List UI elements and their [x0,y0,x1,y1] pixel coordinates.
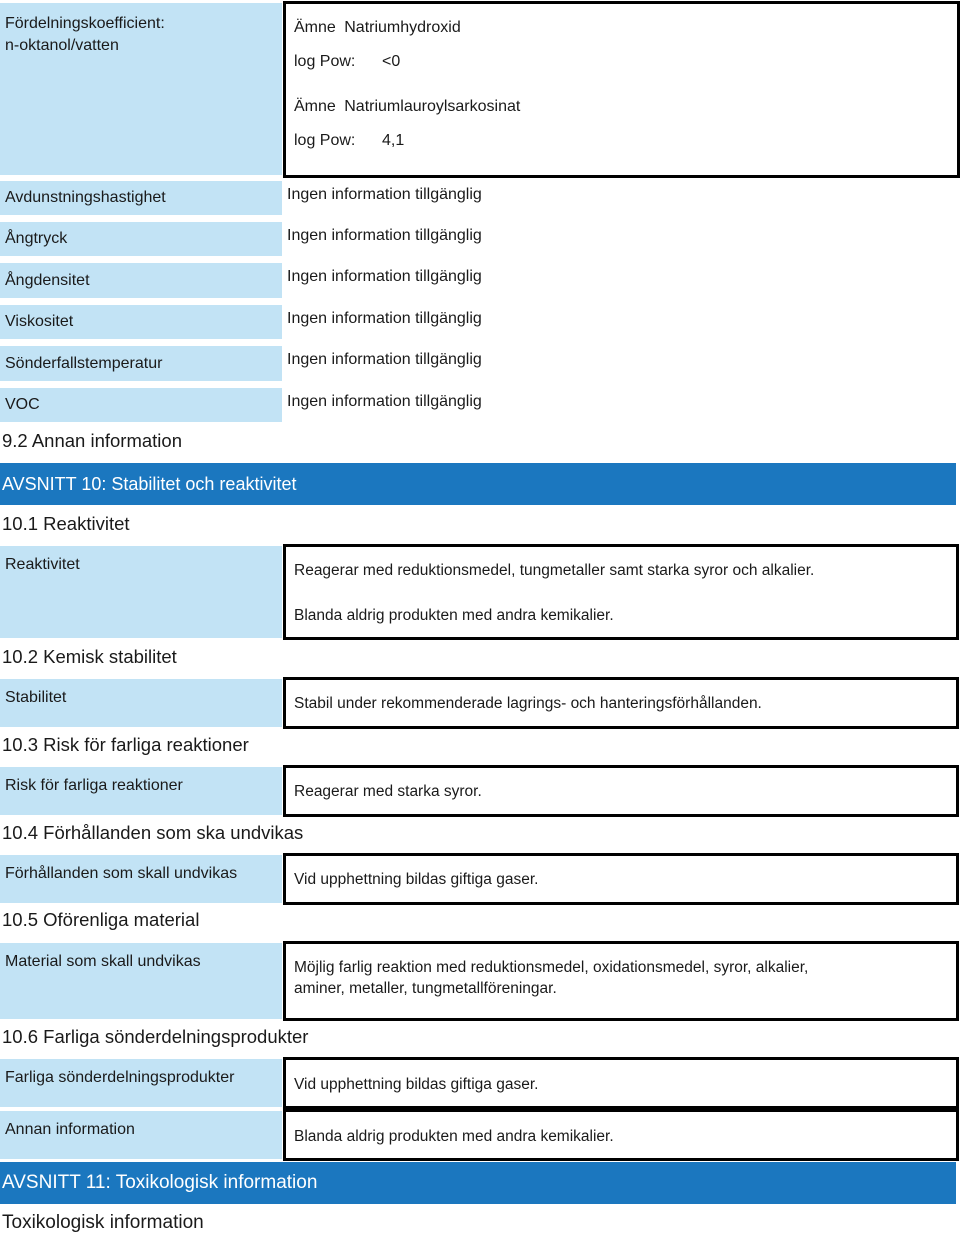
annan-information-value: Blanda aldrig produkten med andra kemikalier. [294,1128,614,1145]
property-label-avdunstning: Avdunstningshastighet [0,181,282,215]
substance-2-name: Natriumlauroylsarkosinat [344,98,521,115]
substance-2-logpow: 4,1 [382,132,405,149]
reaktivitet-box [283,544,959,640]
property-value-angdensitet: Ingen information tillgänglig [287,268,482,285]
property-value-angtryck: Ingen information tillgänglig [287,227,482,244]
substance-1-amne-label: Ämne [294,19,336,36]
property-value-voc: Ingen information tillgänglig [287,393,482,410]
material-label: Material som skall undvikas [0,943,282,1019]
property-label-viskositet: Viskositet [0,305,282,339]
section-10-banner: AVSNITT 10: Stabilitet och reaktivitet [0,463,956,505]
partition-label [0,3,282,175]
partition-label-line2: n-oktanol/vatten [5,37,119,54]
substance-2-row [294,98,520,116]
reaktivitet-line1: Reagerar med reduktionsmedel, tungmetaller samt starka syror och alkalier. [294,562,815,579]
partition-label-line1: Fördelningskoefficient: [5,15,165,32]
reaktivitet-line2: Blanda aldrig produkten med andra kemikalier. [294,607,614,624]
reaktivitet-label: Reaktivitet [0,546,282,638]
section-10-1-heading: 10.1 Reaktivitet [2,513,130,534]
property-label-angtryck: Ångtryck [0,222,282,256]
property-label-voc: VOC [0,388,282,422]
annan-information-label: Annan information [0,1111,282,1159]
property-value-avdunstning: Ingen information tillgänglig [287,186,482,203]
stabilitet-label: Stabilitet [0,679,282,727]
forhallanden-label: Förhållanden som skall undvikas [0,855,282,903]
section-10-6-heading: 10.6 Farliga sönderdelningsprodukter [2,1026,309,1047]
sonderdelning-value: Vid upphettning bildas giftiga gaser. [294,1076,539,1093]
substance-2-logpow-label: log Pow: [294,132,356,149]
property-value-viskositet: Ingen information tillgänglig [287,310,482,327]
risk-value: Reagerar med starka syror. [294,783,482,800]
section-10-5-heading: 10.5 Oförenliga material [2,909,200,930]
section-9-2-heading: 9.2 Annan information [2,430,182,451]
stabilitet-value: Stabil under rekommenderade lagrings- och hanteringsförhållanden. [294,695,762,712]
property-label-angdensitet: Ångdensitet [0,263,282,298]
substance-1-row [294,19,461,37]
section-11-banner: AVSNITT 11: Toxikologisk information [0,1162,956,1204]
substance-1-name: Natriumhydroxid [344,19,461,36]
section-10-2-heading: 10.2 Kemisk stabilitet [2,646,177,667]
substance-1-logpow-label: log Pow: [294,53,356,70]
property-label-sonderfall: Sönderfallstemperatur [0,346,282,381]
risk-label: Risk för farliga reaktioner [0,767,282,815]
substance-1-logpow: <0 [382,53,401,70]
property-value-sonderfall: Ingen information tillgänglig [287,351,482,368]
forhallanden-value: Vid upphettning bildas giftiga gaser. [294,871,539,888]
section-10-3-heading: 10.3 Risk för farliga reaktioner [2,734,249,755]
sonderdelning-label: Farliga sönderdelningsprodukter [0,1059,282,1107]
section-10-4-heading: 10.4 Förhållanden som ska undvikas [2,822,304,843]
material-line1: Möjlig farlig reaktion med reduktionsmedel, oxidationsmedel, syror, alkalier, [294,959,809,976]
substance-2-amne-label: Ämne [294,98,336,115]
material-line2: aminer, metaller, tungmetallföreningar. [294,980,557,997]
section-11-heading: Toxikologisk information [2,1212,204,1233]
